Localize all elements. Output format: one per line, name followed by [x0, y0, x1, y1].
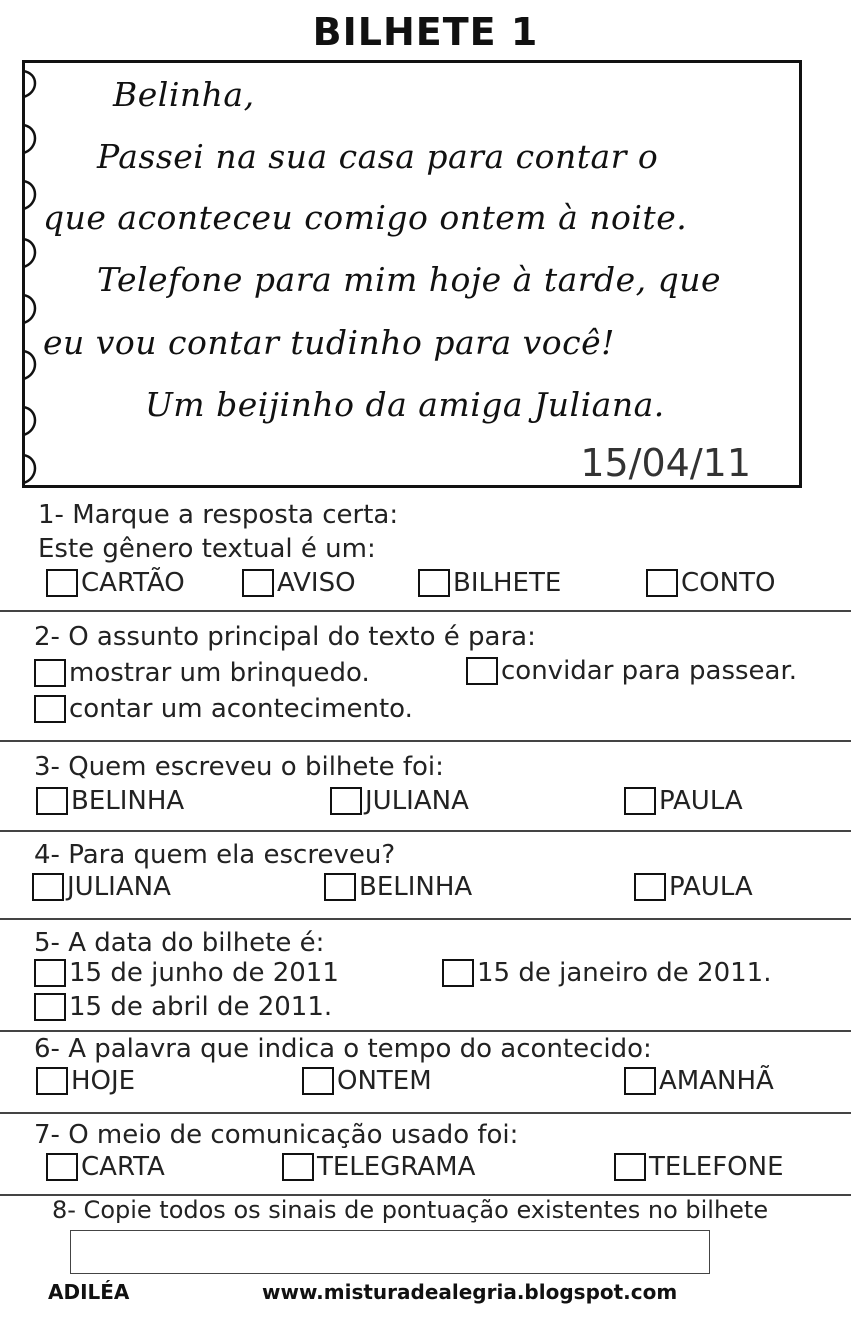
footer-author: ADILÉA	[48, 1280, 130, 1304]
punctuation-answer-field[interactable]	[70, 1230, 710, 1274]
checkbox[interactable]	[418, 569, 450, 597]
checkbox[interactable]	[614, 1153, 646, 1181]
checkbox[interactable]	[34, 993, 66, 1021]
divider	[0, 830, 851, 832]
note-line-4: eu vou contar tudinho para você!	[43, 323, 615, 362]
note-line-1: Passei na sua casa para contar o	[97, 137, 659, 176]
checkbox[interactable]	[466, 657, 498, 685]
divider	[0, 1030, 851, 1032]
q5-text: 5- A data do bilhete é:	[34, 928, 325, 958]
checkbox[interactable]	[442, 959, 474, 987]
checkbox[interactable]	[34, 659, 66, 687]
q1-option-bilhete[interactable]: BILHETE	[418, 568, 561, 598]
checkbox[interactable]	[242, 569, 274, 597]
q1-option-conto[interactable]: CONTO	[646, 568, 775, 598]
q2-text: 2- O assunto principal do texto é para:	[34, 622, 536, 652]
q2-option-2[interactable]: convidar para passear.	[466, 656, 797, 686]
checkbox[interactable]	[282, 1153, 314, 1181]
q7-option-carta[interactable]: CARTA	[46, 1152, 165, 1182]
q6-option-ontem[interactable]: ONTEM	[302, 1066, 432, 1096]
q5-option-janeiro[interactable]: 15 de janeiro de 2011.	[442, 958, 771, 988]
checkbox[interactable]	[330, 787, 362, 815]
checkbox[interactable]	[634, 873, 666, 901]
q1-option-cartao[interactable]: CARTÃO	[46, 568, 185, 598]
q5-option-abril[interactable]: 15 de abril de 2011.	[34, 992, 332, 1022]
divider	[0, 610, 851, 612]
checkbox[interactable]	[46, 569, 78, 597]
checkbox[interactable]	[34, 959, 66, 987]
note-line-2: que aconteceu comigo ontem à noite.	[43, 198, 688, 237]
q1-text: 1- Marque a resposta certa:	[38, 500, 399, 530]
page-title: BILHETE 1	[312, 10, 539, 54]
checkbox[interactable]	[624, 1067, 656, 1095]
note-signature: Um beijinho da amiga Juliana.	[145, 385, 665, 424]
q7-option-telegrama[interactable]: TELEGRAMA	[282, 1152, 475, 1182]
note-greeting: Belinha,	[113, 75, 255, 114]
q2-option-3[interactable]: contar um acontecimento.	[34, 694, 413, 724]
q4-text: 4- Para quem ela escreveu?	[34, 840, 396, 870]
q7-option-telefone[interactable]: TELEFONE	[614, 1152, 784, 1182]
note-date: 15/04/11	[580, 441, 751, 485]
spiral-binding-icon	[13, 63, 53, 491]
note-line-3: Telefone para mim hoje à tarde, que	[97, 260, 722, 299]
q7-text: 7- O meio de comunicação usado foi:	[34, 1120, 519, 1150]
checkbox[interactable]	[46, 1153, 78, 1181]
checkbox[interactable]	[324, 873, 356, 901]
checkbox[interactable]	[36, 787, 68, 815]
checkbox[interactable]	[646, 569, 678, 597]
q8-text: 8- Copie todos os sinais de pontuação existentes no bilhete	[52, 1196, 769, 1224]
checkbox[interactable]	[302, 1067, 334, 1095]
footer-site: www.misturadealegria.blogspot.com	[262, 1280, 678, 1304]
note-card	[22, 60, 802, 488]
q3-option-juliana[interactable]: JULIANA	[330, 786, 469, 816]
q3-option-belinha[interactable]: BELINHA	[36, 786, 184, 816]
q4-option-paula[interactable]: PAULA	[634, 872, 753, 902]
q3-text: 3- Quem escreveu o bilhete foi:	[34, 752, 444, 782]
checkbox[interactable]	[36, 1067, 68, 1095]
q1-sub: Este gênero textual é um:	[38, 534, 376, 564]
q3-option-paula[interactable]: PAULA	[624, 786, 743, 816]
q1-option-aviso[interactable]: AVISO	[242, 568, 356, 598]
q6-option-amanha[interactable]: AMANHÃ	[624, 1066, 774, 1096]
q4-option-juliana[interactable]: JULIANA	[32, 872, 171, 902]
q5-option-junho[interactable]: 15 de junho de 2011	[34, 958, 339, 988]
divider	[0, 1112, 851, 1114]
q2-option-1[interactable]: mostrar um brinquedo.	[34, 658, 370, 688]
checkbox[interactable]	[32, 873, 64, 901]
divider	[0, 740, 851, 742]
checkbox[interactable]	[34, 695, 66, 723]
divider	[0, 918, 851, 920]
q6-option-hoje[interactable]: HOJE	[36, 1066, 135, 1096]
q4-option-belinha[interactable]: BELINHA	[324, 872, 472, 902]
checkbox[interactable]	[624, 787, 656, 815]
q6-text: 6- A palavra que indica o tempo do acontecido:	[34, 1034, 652, 1064]
